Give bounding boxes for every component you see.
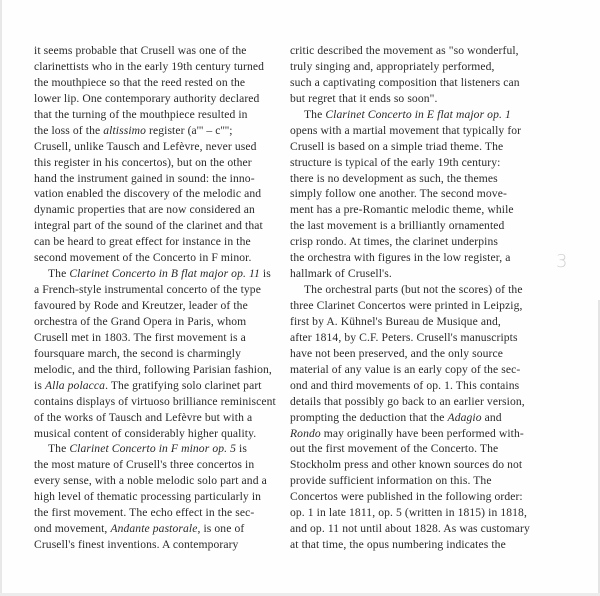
text-segment: it seems probable that Crusell was one of the <box>34 44 247 57</box>
text-segment: ment has a pre-Romantic melodic theme, while <box>290 203 514 217</box>
text-line <box>290 537 535 553</box>
text-line <box>34 537 274 553</box>
text-segment: Concertos were published in the following order: <box>290 490 523 504</box>
text-line <box>34 234 274 250</box>
text-line <box>290 521 535 537</box>
text-line <box>290 107 535 123</box>
text-segment: is <box>236 442 247 456</box>
text-line <box>34 330 274 346</box>
text-segment: The <box>48 442 70 456</box>
text-segment: crisp rondo. At times, the clarinet underpins <box>290 235 498 249</box>
text-line <box>290 250 535 266</box>
text-segment: The <box>304 107 326 121</box>
text-line <box>290 378 535 394</box>
text-line <box>34 282 274 298</box>
italic-text: Clarinet Concerto in F minor op. 5 <box>69 442 237 456</box>
text-segment: Stockholm press and other known sources do not <box>290 458 523 472</box>
text-segment: lower lip. One contemporary authority declared <box>34 91 260 105</box>
text-line <box>290 362 535 378</box>
text-segment: second movement of the Concerto in F minor. <box>34 251 252 265</box>
italic-text: altissimo <box>103 123 147 137</box>
italic-text: Clarinet Concerto in B flat major op. 11 <box>69 267 260 281</box>
text-line <box>290 139 535 155</box>
text-line <box>290 171 535 187</box>
text-segment: structure is typical of the early 19th century: <box>290 155 501 169</box>
page-number: 3 <box>556 251 568 272</box>
text-line <box>290 155 535 171</box>
text-line <box>34 43 274 59</box>
text-line <box>290 91 535 107</box>
text-segment: details that possibly go back to an earlier version, <box>290 394 525 408</box>
text-segment: musical content of considerably higher quality. <box>34 426 257 440</box>
text-line <box>34 123 274 139</box>
text-segment: can be heard to great effect for instance in the <box>34 235 251 249</box>
text-segment: after 1814, by C.F. Peters. Crusell's manuscripts <box>290 330 518 344</box>
text-line <box>34 298 274 314</box>
page-edge-left <box>0 0 2 596</box>
text-segment: critic described the movement as "so wonderful, <box>290 44 519 57</box>
text-line <box>290 298 535 314</box>
italic-text: Andante pastorale <box>110 522 198 536</box>
text-segment: register (a''' – c''''; <box>146 123 233 137</box>
text-line <box>34 75 274 91</box>
text-segment: melodic, and the third, following Parisian fashion, <box>34 362 272 376</box>
italic-text: Clarinet Concerto in E flat major op. 1 <box>325 107 511 121</box>
text-segment: this register in his concertos), but on the other <box>34 155 252 169</box>
text-segment: the first movement. The echo effect in the sec- <box>34 506 255 520</box>
text-segment: the most mature of Crusell's three concertos in <box>34 458 255 472</box>
italic-text: Rondo <box>290 426 321 440</box>
text-line <box>34 457 274 473</box>
text-segment: of the works of Tausch and Lefèvre but with a <box>34 410 253 424</box>
text-line <box>290 123 535 139</box>
text-line <box>290 43 535 59</box>
text-line <box>34 473 274 489</box>
text-segment: have not been preserved, and the only source <box>290 346 504 360</box>
text-segment: Crusell's finest inventions. A contemporary <box>34 538 239 552</box>
text-line <box>34 218 274 234</box>
text-line <box>34 91 274 107</box>
text-segment: a French-style instrumental concerto of the type <box>34 283 261 297</box>
text-line <box>34 266 274 282</box>
right-text-column <box>290 43 535 553</box>
text-segment: every sense, with a noble melodic solo part and a <box>34 474 267 488</box>
text-line <box>290 441 535 457</box>
text-segment: such a captivating composition that listeners can <box>290 75 520 89</box>
text-line <box>290 186 535 202</box>
text-segment: clarinettists who in the early 19th century turned <box>34 59 265 73</box>
text-segment: is <box>259 267 271 281</box>
text-line <box>34 505 274 521</box>
left-text-column <box>34 43 274 553</box>
text-line <box>290 346 535 362</box>
text-segment: and <box>481 410 502 424</box>
text-line <box>34 202 274 218</box>
text-line <box>290 489 535 505</box>
text-segment: The orchestral parts (but not the scores) of the <box>304 283 523 297</box>
text-line <box>290 266 535 282</box>
text-line <box>34 155 274 171</box>
text-line <box>290 202 535 218</box>
text-segment: ond and third movements of op. 1. This contains <box>290 378 520 392</box>
text-line <box>290 59 535 75</box>
text-line <box>34 250 274 266</box>
italic-text: Adagio <box>447 410 482 424</box>
text-line <box>290 330 535 346</box>
text-line <box>290 505 535 521</box>
text-segment: op. 1 in late 1811, op. 5 (written in 1815) in 1818, <box>290 506 527 520</box>
text-segment: hallmark of Crusell's. <box>290 267 392 281</box>
text-segment: that the turning of the mouthpiece resulted in <box>34 107 248 121</box>
text-line <box>34 394 274 410</box>
text-line <box>290 282 535 298</box>
text-segment: at that time, the opus numbering indicates the <box>290 538 506 552</box>
text-line <box>34 362 274 378</box>
text-line <box>34 426 274 442</box>
text-line <box>34 139 274 155</box>
text-line <box>34 521 274 537</box>
text-line <box>34 186 274 202</box>
text-segment: hand the instrument gained in sound: the inno- <box>34 171 255 185</box>
text-line <box>34 171 274 187</box>
text-line <box>34 378 274 394</box>
text-segment: opens with a martial movement that typically for <box>290 123 522 137</box>
text-line <box>34 59 274 75</box>
text-segment: material of any value is an early copy of the sec- <box>290 362 521 376</box>
text-line <box>34 410 274 426</box>
text-segment: the mouthpiece so that the reed rested on the <box>34 75 246 89</box>
text-segment: the loss of the <box>34 123 104 137</box>
text-segment: first by A. Kühnel's Bureau de Musique and, <box>290 314 501 328</box>
italic-text: Alla polacca <box>44 378 106 392</box>
text-segment: Crusell is based on a simple triad theme. The <box>290 139 504 153</box>
text-segment: favoured by Rode and Kreutzer, leader of the <box>34 299 248 312</box>
text-segment: foursquare march, the second is charmingly <box>34 346 242 360</box>
text-segment: orchestra of the Grand Opera in Paris, whom <box>34 314 247 328</box>
text-segment: . The gratifying solo clarinet part <box>105 378 262 392</box>
text-segment: the last movement is a brilliantly ornamented <box>290 219 505 233</box>
text-line <box>34 107 274 123</box>
text-line <box>290 314 535 330</box>
text-segment: is <box>34 378 45 392</box>
text-segment: simply follow one another. The second move- <box>290 187 507 201</box>
text-segment: dynamic properties that are now considered an <box>34 203 255 217</box>
text-segment: and op. 11 not until about 1828. As was customary <box>290 522 530 536</box>
text-segment: three Clarinet Concertos were printed in Leipzig, <box>290 299 523 312</box>
text-segment: the orchestra with figures in the low register, a <box>290 251 511 265</box>
text-line <box>290 457 535 473</box>
text-segment: integral part of the sound of the clarinet and that <box>34 219 263 233</box>
text-segment: vation enabled the discovery of the melodic and <box>34 187 262 201</box>
text-line <box>290 410 535 426</box>
text-segment: there is no development as such, the themes <box>290 171 498 185</box>
text-line <box>290 473 535 489</box>
text-line <box>34 314 274 330</box>
text-segment: The <box>48 267 70 281</box>
text-line <box>290 218 535 234</box>
text-segment: Crusell met in 1803. The first movement is a <box>34 330 246 344</box>
text-line <box>34 489 274 505</box>
text-segment: may originally have been performed with- <box>320 426 524 440</box>
text-line <box>34 441 274 457</box>
text-segment: but regret that it ends so soon". <box>290 91 438 105</box>
text-segment: provide sufficient information on this. The <box>290 474 492 488</box>
text-segment: contains displays of virtuoso brilliance reminiscent <box>34 394 276 408</box>
text-segment: high level of thematic processing particularly in <box>34 490 262 504</box>
text-line <box>290 426 535 442</box>
text-line <box>290 394 535 410</box>
text-segment: , is one of <box>197 522 245 536</box>
text-line <box>34 346 274 362</box>
text-segment: out the first movement of the Concerto. The <box>290 442 499 456</box>
text-segment: ond movement, <box>34 522 111 536</box>
text-segment: truly singing and, appropriately performed, <box>290 59 495 73</box>
text-segment: prompting the deduction that the <box>290 410 448 424</box>
text-line <box>290 234 535 250</box>
text-line <box>290 75 535 91</box>
text-segment: Crusell, unlike Tausch and Lefèvre, never used <box>34 139 257 153</box>
